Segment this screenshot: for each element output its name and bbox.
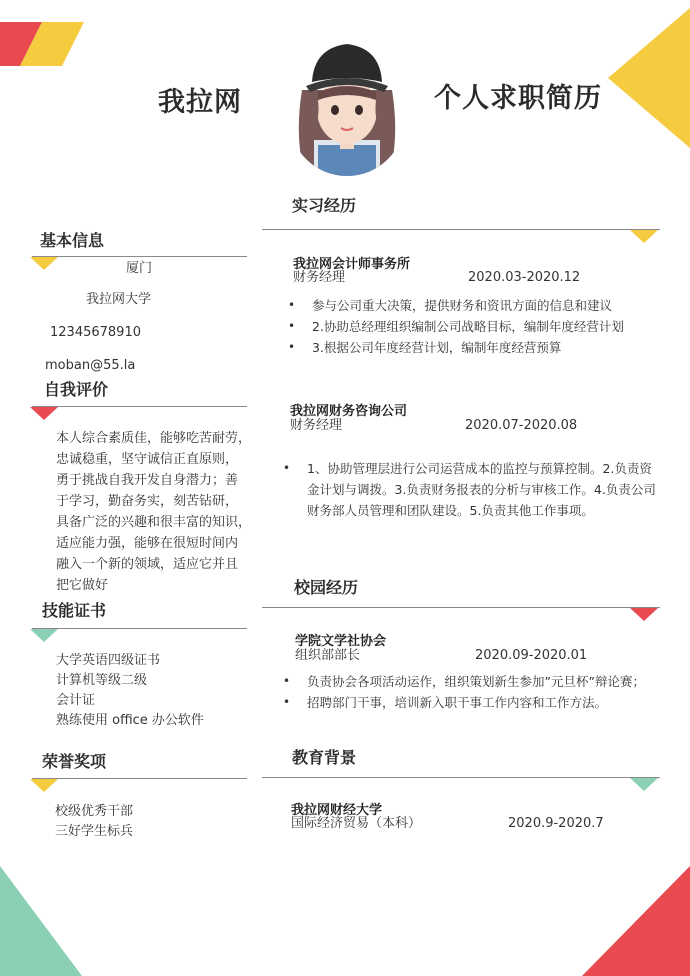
divider xyxy=(32,256,247,257)
campus-period: 2020.09-2020.01 xyxy=(475,648,588,663)
job-role: 财务经理 xyxy=(290,418,343,433)
triangle-marker-icon xyxy=(630,608,660,622)
divider xyxy=(262,229,660,230)
honors-list xyxy=(55,802,133,842)
corner-decoration-top-left xyxy=(0,0,90,70)
job-bullet: • 3.根据公司年度经营计划，编制年度经营预算 xyxy=(288,337,668,358)
divider xyxy=(32,406,247,407)
education-title: 教育背景 xyxy=(292,748,357,767)
avatar xyxy=(284,30,410,180)
honor-item: 三好学生标兵 xyxy=(55,824,134,839)
header-left-title: 我拉网 xyxy=(158,87,242,118)
basic-info-title: 基本信息 xyxy=(40,231,105,250)
self-eval-line: 适应能力强，能够在很短时间内 xyxy=(56,536,239,551)
self-eval-line: 本人综合素质佳，能够吃苦耐劳， xyxy=(56,431,252,446)
self-eval-line: 勇于挑战自我开发自身潜力；善 xyxy=(56,473,239,488)
skills-list xyxy=(56,651,204,731)
divider xyxy=(262,607,660,608)
job-period: 2020.07-2020.08 xyxy=(465,418,578,433)
corner-decoration-top-right xyxy=(600,0,690,150)
job-bullet-line: 金计划与调拨。3.负责财务报表的分析与审核工作。4.负责公司 xyxy=(307,482,656,497)
campus-bullet: • 招聘部门干事，培训新入职干事工作内容和工作方法。 xyxy=(283,692,678,713)
triangle-marker-icon xyxy=(30,257,60,271)
campus-bullet: • 负责协会各项活动运作，组织策划新生参加”元旦杯”辩论赛； xyxy=(283,671,678,692)
self-eval-line: 把它做好 xyxy=(56,578,109,593)
basic-city: 厦门 xyxy=(126,261,153,276)
divider xyxy=(262,777,660,778)
skill-item: 大学英语四级证书 xyxy=(56,653,161,668)
self-eval-text xyxy=(56,428,252,596)
self-eval-title: 自我评价 xyxy=(44,380,109,399)
campus-bullets xyxy=(283,671,678,713)
divider xyxy=(32,778,247,779)
job-role: 财务经理 xyxy=(293,270,346,285)
triangle-marker-icon xyxy=(30,407,60,421)
education-period: 2020.9-2020.7 xyxy=(508,816,604,831)
campus-org: 学院文学社协会 xyxy=(295,634,387,649)
basic-phone: 12345678910 xyxy=(50,325,141,340)
skill-item: 计算机等级二级 xyxy=(56,673,148,688)
campus-role: 组织部部长 xyxy=(295,648,361,663)
honor-item: 校级优秀干部 xyxy=(55,804,134,819)
job-bullet-line: • 1、协助管理层进行公司运营成本的监控与预算控制。2.负责资 xyxy=(307,461,652,476)
job-bullets xyxy=(283,458,673,521)
self-eval-line: 具备广泛的兴趣和很丰富的知识， xyxy=(56,515,252,530)
basic-school: 我拉网大学 xyxy=(86,292,152,307)
self-eval-line: 融入一个新的领域，适应它并且 xyxy=(56,557,239,572)
internship-title: 实习经历 xyxy=(292,196,357,215)
education-major: 国际经济贸易（本科） xyxy=(291,816,422,831)
job-company: 我拉网会计师事务所 xyxy=(293,257,411,272)
corner-decoration-bottom-right xyxy=(582,866,690,976)
job-company: 我拉网财务咨询公司 xyxy=(290,404,408,419)
triangle-marker-icon xyxy=(630,230,660,244)
triangle-marker-icon xyxy=(630,778,660,792)
job-bullet-line: 财务部人员管理和团队建设。5.负责其他工作事项。 xyxy=(307,503,594,518)
corner-decoration-bottom-left xyxy=(0,866,90,976)
campus-title: 校园经历 xyxy=(294,578,359,597)
header-right-title: 个人求职简历 xyxy=(434,83,602,114)
girl-portrait-icon xyxy=(299,76,395,180)
triangle-marker-icon xyxy=(30,629,60,643)
self-eval-line: 忠诚稳重，坚守诚信正直原则， xyxy=(56,452,239,467)
job-bullet: • 2.协助总经理组织编制公司战略目标，编制年度经营计划 xyxy=(288,316,668,337)
divider xyxy=(32,628,247,629)
education-school: 我拉网财经大学 xyxy=(291,803,383,818)
job-period: 2020.03-2020.12 xyxy=(468,270,581,285)
basic-email: moban@55.la xyxy=(45,358,136,373)
triangle-marker-icon xyxy=(30,779,60,793)
job-bullets xyxy=(288,295,668,358)
skill-item: 熟练使用 office 办公软件 xyxy=(56,713,204,728)
job-bullet xyxy=(283,458,673,521)
job-bullet: • 参与公司重大决策，提供财务和资讯方面的信息和建议 xyxy=(288,295,668,316)
self-eval-line: 于学习，勤奋务实，刻苦钻研， xyxy=(56,494,239,509)
honors-title: 荣誉奖项 xyxy=(42,752,107,771)
skills-title: 技能证书 xyxy=(42,601,107,620)
skill-item: 会计证 xyxy=(56,693,96,708)
